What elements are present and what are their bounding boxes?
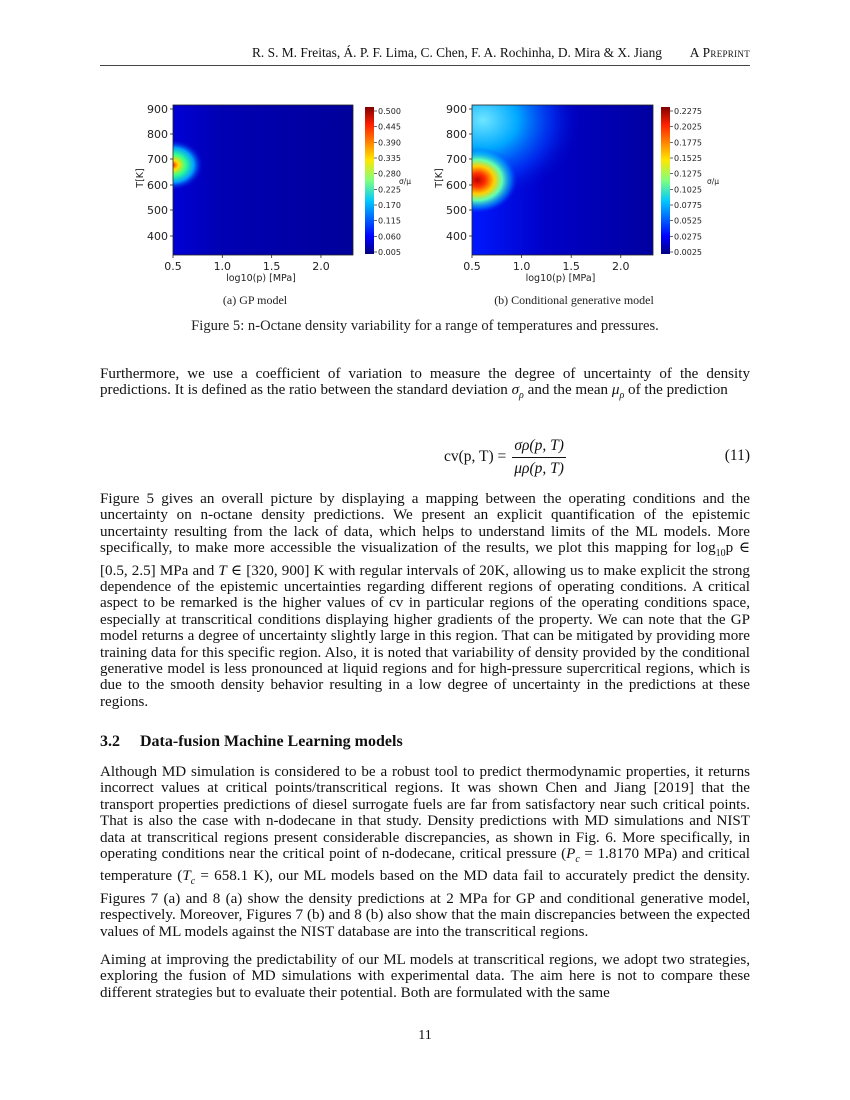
paragraph-2: Figure 5 gives an overall picture by displaying a mapping between the operating conditions and the uncertainty on n-octane density predictions. We present an explicit quantification of the epistemic uncertainty resulting from the lack of data, which helps to understand limits of the ML models. More specifically, to make more accessible the visualization of the results, we plot this mapping for $\log_{10}p$ ∈ [0.5, 2.5] MPa and T ∈ [320, 900] K with regular intervals of 20K, allowing us to make explicit the strong dependence of the epistemic uncertainties regarding different regions of operating conditions. A critical aspect to be remarked is the higher values of cv in particular regions of the operating conditions space, especially at transcritical conditions displaying higher gradients of the property. We can note that the GP model returns a degree of uncertainty slightly large in this region. That can be mitigated by providing more training data for this specific region. Also, it is noted that variability of density provided by the conditional generative model is less pronounced at liquid regions and for high-pressure supercritical regions, which is due to the smooth density behavior resulting in a low degree of uncertainty in the predictions at these regions.	[100, 491, 750, 710]
panel-a-colorbar-label: σ/μ	[399, 177, 412, 186]
equation-numerator: σρ(p, T)	[514, 436, 564, 454]
panel-a-colorbar-tick-label: 0.500	[378, 107, 401, 116]
panel-b-colorbar-tick-label: 0.1275	[674, 169, 702, 179]
panel-a-y-tick-label: 500	[147, 204, 168, 217]
panel-a-y-tick-label: 400	[147, 230, 168, 243]
paragraph-1-part-2: and the mean	[523, 382, 612, 399]
panel-a-colorbar-tick-label: 0.225	[378, 185, 401, 195]
paragraph-3: Although MD simulation is considered to be a robust tool to predict thermodynamic properties, it returns incorrect values at critical points/transcritical regions. It was shown Chen and Jiang [2019] that the transport properties predictions of diesel surrogate fuels are far from satisfactory near such critical points. That is also the case with n-dodecane in that study. Density predictions with MD simulations and NIST data at transcritical regions present considerable discrepancies, as shown in Fig. 6. More specifically, in operating conditions near the critical point of n-dodecane, critical pressure ($P_c = 1.8170$ MPa) and critical temperature ($T_c = 658.1$ K), our ML models based on the MD data fail to accurately predict the density. Figures 7 (a) and 8 (a) show the density predictions at 2 MPa for GP and conditional generative model, respectively. Moreover, Figures 7 (b) and 8 (b) also show that the main discrepancies between the expected values of ML models against the NIST database are into the transcritical regions.	[100, 764, 750, 940]
figure-5	[100, 95, 750, 340]
paragraph-1-part-1: Furthermore, we use a coefficient of variation to measure the degree of uncertainty of the density predictions. It is defined as the ratio between the standard deviation	[100, 366, 750, 399]
panel-b-y-tick-label: 800	[446, 128, 467, 141]
paragraph-2-part-2: p ∈ [0.5, 2.5] MPa and	[100, 540, 750, 579]
header-authors: R. S. M. Freitas, Á. P. F. Lima, C. Chen, F. A. Rochinha, D. Mira & X. Jiang	[252, 45, 662, 60]
panel-b-colorbar-tick-label: 0.2275	[674, 107, 702, 116]
panel-b-colorbar-tick-label: 0.1775	[674, 138, 702, 148]
panel-b-caption: (b) Conditional generative model	[494, 293, 654, 307]
paragraph-2-part-3: ∈ [320, 900] K with regular intervals of 20K, allowing us to make explicit the strong dependence of the epistemic uncertainties regarding different regions of operating conditions. A critical aspect to be remarked is the higher values of cv in particular regions of the operating conditions space, especially at transcritical conditions displaying higher gradients of the property. We can note that the GP model returns a degree of uncertainty slightly large in this region. That can be mitigated by providing more training data for this specific region. Also, it is noted that variability of density provided by the conditional generative model is less pronounced at liquid regions and for high-pressure supercritical regions, which is due to the smooth density behavior resulting in a low degree of uncertainty in the predictions at these regions.	[100, 562, 750, 710]
panel-a-colorbar-tick-label: 0.280	[378, 169, 401, 179]
panel-b-x-tick-label: 1.5	[562, 260, 580, 273]
section-title: Data-fusion Machine Learning models	[140, 733, 403, 750]
page-number: 11	[418, 1028, 432, 1043]
paragraph-1: Furthermore, we use a coefficient of variation to measure the degree of uncertainty of the density predictions. It is defined as the ratio between the standard deviation $\sigma_\rho$ and the mean $\mu_\rho$ of the prediction	[100, 366, 750, 402]
panel-b-y-tick-label: 900	[446, 103, 467, 116]
panel-a-colorbar-tick-label: 0.060	[378, 232, 401, 242]
paragraph-2-part-1: Figure 5 gives an overall picture by displaying a mapping between the operating conditions and the uncertainty on n-octane density predictions. We present an explicit quantification of the epistemic uncertainty resulting from the lack of data, which helps to understand limits of the ML models. More specifically, to make more accessible the visualization of the results, we plot this mapping for log	[100, 491, 750, 557]
section-heading	[100, 733, 403, 751]
panel-b-colorbar-tick-label: 0.0525	[674, 216, 702, 226]
equation-lhs: cv(p, T) =	[444, 448, 507, 465]
panel-b-x-axis-label: log10(p) [MPa]	[525, 273, 596, 284]
equation-denominator: μρ(p, T)	[514, 459, 564, 477]
panel-a-colorbar-tick-label: 0.115	[378, 216, 401, 226]
figure-5-graphics	[100, 95, 750, 340]
panel-a-y-axis-label: T[K]	[135, 168, 146, 188]
panel-a-x-tick-label: 0.5	[164, 260, 182, 273]
paragraph-4: Aiming at improving the predictability of our ML models at transcritical regions, we adopt two strategies, exploring the fusion of MD simulations with experimental data. The aim here is not to compare these different strategies but to evaluate their potential. Both are formulated with the same	[100, 952, 750, 1001]
paragraph-3-part-2: = 1.8170 MPa) and critical temperature (	[100, 846, 750, 885]
panel-b-colorbar-tick-label: 0.1525	[674, 154, 702, 163]
panel-b-colorbar-tick-label: 0.0275	[674, 232, 702, 242]
header-rule	[100, 65, 750, 66]
paragraph-3-part-1: Although MD simulation is considered to be a robust tool to predict thermodynamic properties, it returns incorrect values at critical points/transcritical regions. It was shown Chen and Jiang [2019] that the transport properties predictions of diesel surrogate fuels are far from satisfactory near such critical points. That is also the case with n-dodecane in that study. Density predictions with MD simulations and NIST data at transcritical regions present considerable discrepancies, as shown in Fig. 6. More specifically, in operating conditions near the critical point of n-dodecane, critical pressure (	[100, 764, 750, 863]
panel-b-colorbar-tick-label: 0.0025	[674, 248, 702, 257]
panel-a-caption: (a) GP model	[222, 293, 288, 307]
panel-a-x-axis-label: log10(p) [MPa]	[226, 273, 296, 284]
panel-b-y-tick-label: 600	[446, 179, 467, 192]
panel-b-y-tick-label: 500	[446, 204, 467, 217]
paragraph-3-part-3: = 658.1 K), our ML models based on the MD data fail to accurately predict the density. Figures 7 (a) and 8 (a) show the density predictions at 2 MPa for GP and conditional generative model, respectively. Moreover, Figures 7 (b) and 8 (b) also show that the main discrepancies between the expected values of ML models against the NIST database are into the transcritical regions.	[100, 868, 750, 940]
panel-a-colorbar-tick-label: 0.445	[378, 122, 401, 132]
panel-b-colorbar-tick-label: 0.1025	[674, 185, 702, 195]
panel-b-x-tick-label: 0.5	[463, 260, 481, 273]
panel-b-colorbar-tick-label: 0.2025	[674, 122, 702, 132]
panel-a-colorbar-tick-label: 0.170	[378, 201, 401, 210]
panel-b-y-tick-label: 400	[446, 230, 467, 243]
panel-b-y-tick-label: 700	[446, 153, 467, 166]
panel-a-y-tick-label: 600	[147, 179, 168, 192]
panel-a-x-tick-label: 1.5	[262, 260, 281, 273]
panel-b-x-tick-label: 2.0	[612, 260, 630, 273]
panel-b-colorbar-label: σ/μ	[707, 177, 720, 186]
equation-fraction-bar	[512, 457, 566, 458]
equation-fraction	[512, 437, 566, 478]
paragraph-1-part-3: of the prediction	[624, 382, 728, 399]
panel-a-y-tick-label: 900	[147, 103, 168, 116]
header-preprint-tag: A Preprint	[689, 45, 750, 60]
equation-11	[100, 432, 750, 482]
panel-b-y-axis-label: T[K]	[434, 168, 445, 188]
equation-number: (11)	[724, 447, 750, 464]
section-number: 3.2	[100, 733, 120, 750]
panel-a-y-tick-label: 700	[147, 153, 168, 166]
panel-a-colorbar-tick-label: 0.005	[378, 248, 401, 257]
panel-a-colorbar-tick-label: 0.390	[378, 138, 401, 148]
running-header	[100, 45, 750, 65]
panel-a-x-tick-label: 1.0	[213, 260, 232, 273]
panel-b-x-tick-label: 1.0	[512, 260, 531, 273]
panel-a-colorbar-tick-label: 0.335	[378, 154, 401, 163]
panel-b-heatmap	[472, 105, 653, 255]
equation-body	[444, 434, 566, 480]
panel-b-colorbar	[661, 107, 670, 254]
panel-a-heatmap	[173, 105, 353, 255]
panel-b-colorbar-tick-label: 0.0775	[674, 201, 702, 210]
panel-a-y-tick-label: 800	[147, 128, 168, 141]
panel-a-colorbar	[365, 107, 374, 254]
figure-caption: Figure 5: n-Octane density variability for a range of temperatures and pressures.	[191, 318, 659, 334]
panel-a-x-tick-label: 2.0	[312, 260, 330, 273]
